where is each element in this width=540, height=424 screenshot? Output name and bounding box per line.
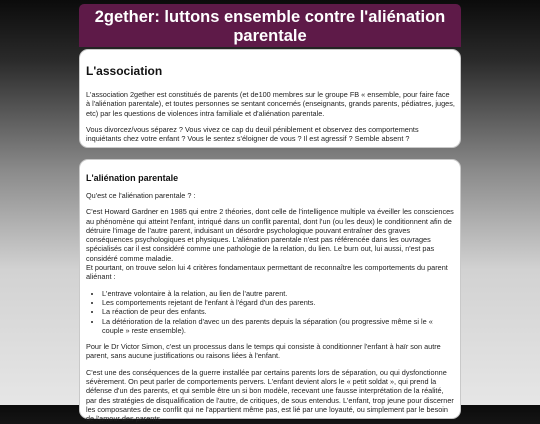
criteria-item: • La détérioration de la relation d'avec un des parents depuis la séparation (ou progressive même si le « couple » reste ensemble). — [102, 317, 455, 336]
association-heading: L'association — [86, 64, 163, 78]
criteria-item: • Les comportements rejetant de l'enfant à l'égard d'un des parents. — [102, 298, 455, 307]
site-title: 2gether: luttons ensemble contre l'aliénation parentale — [94, 8, 446, 45]
consequences-paragraph: C'est une des conséquences de la guerre installée par certains parents lors de séparation, ou qui dysfonctionne sévèrement. On peut parler de comportements pervers. L'enfant devient alors le « petit soldat », qui prend la défense d'un des parents, et qui semble être un si bon modèle, recevant une fausse interprétation de la réalité, par des stratégies de disqualification de l'autre, de critiques, de sous entendus. L'enfant, trop jeune pour discerner les composantes de ce conflit qui ne l'appartient même pas, est lié par une loyauté, ou simplement par le besoin de l'amour des parents. — [86, 367, 454, 424]
criteria-intro: Et pourtant, on trouve selon lui 4 critères fondamentaux permettant de reconnaître les comportements du parent aliénant : — [86, 263, 448, 282]
alienation-heading: L'aliénation parentale — [86, 173, 179, 183]
alienation-section — [79, 159, 461, 424]
simon-paragraph: Pour le Dr Victor Simon, c'est un processus dans le temps qui consiste à conditionner l'enfant à haïr son autre parent, sans aucune justifications ou raisons liées à l'enfant. — [86, 342, 441, 361]
association-paragraph: L'association 2gether est constitués de parents (et de100 membres sur le groupe FB « ensemble, pour faire face à l'aliénation parentale), et toutes personnes se sentant concernés (enseignants, grands parents, pédiatres, juges, etc) par les questions de violences intra familiale et d'aliénation parentale. — [86, 90, 455, 118]
criteria-item: • L'entrave volontaire à la relation, au lien de l'autre parent. — [102, 289, 455, 298]
criteria-list — [86, 289, 455, 335]
criteria-item: • La réaction de peur des enfants. — [102, 307, 455, 316]
association-paragraph: Vous divorcez/vous séparez ? Vous vivez ce cap du deuil péniblement et observez des comportements inquiétants chez votre enfant ? Vous le sentez s'éloigner de vous ? Il est agressif ? Semble absent ? — [86, 124, 419, 144]
alienation-definition: C'est Howard Gardner en 1985 qui entre 2 théories, dont celle de l'intelligence multiple va éveiller les consciences au phénomène qui atteint l'enfant, intriqué dans un conflit parental, dont l'un (ou les deux) le conditionnent afin de détruire l'image de l'autre parent, induisant un désordre psychologique pouvant entraîner des graves conséquences psychologiques et physiques. L'aliénation parentale n'est pas référencée dans les ouvrages spécialisés car il est considéré comme une pathologie de la relation, du lien. Le burn out, lui aussi, n'est pas considéré comme maladie. — [86, 207, 454, 263]
alienation-question: Qu'est ce l'aliénation parentale ? : — [86, 191, 196, 200]
association-section — [79, 49, 461, 148]
site-header — [79, 4, 461, 47]
